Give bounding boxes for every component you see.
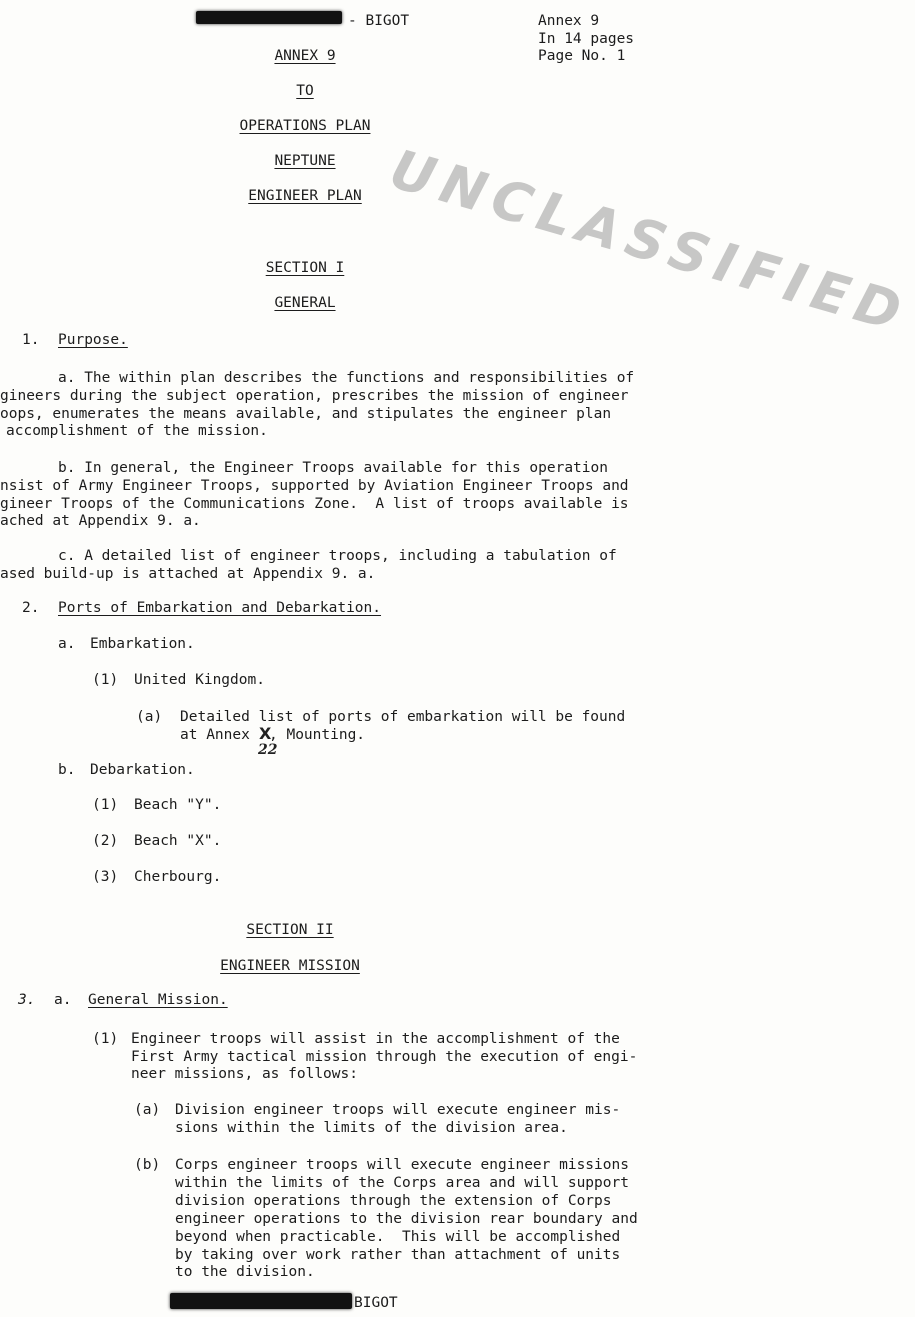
title-annex: ANNEX 9 [274, 48, 336, 64]
section-2-heading: SECTION II [246, 922, 334, 938]
para-3a1-label: (1) [92, 1031, 119, 1047]
classification-top: - BIGOT [348, 13, 410, 29]
para-2b-label: b. [58, 762, 76, 778]
classification-bottom: BIGOT [354, 1295, 398, 1311]
page-count: In 14 pages [538, 31, 635, 47]
title-engineer-plan: ENGINEER PLAN [248, 188, 362, 204]
redaction-bar-bottom [170, 1293, 352, 1309]
title-operations-plan: OPERATIONS PLAN [239, 118, 371, 134]
page-number: Page No. 1 [538, 48, 626, 64]
handwritten-annex-number: 22 [258, 742, 278, 758]
para-3a1b-label: (b) [134, 1157, 161, 1173]
title-neptune: NEPTUNE [274, 153, 336, 169]
para-2a1a-line2-post: , Mounting. [269, 727, 366, 743]
struck-annex-number: X [259, 724, 272, 743]
para-2b-title: Debarkation. [90, 762, 195, 778]
para-2a1a-line1: Detailed list of ports of embarkation will be found [180, 709, 626, 725]
para-3a-label: a. [54, 992, 72, 1008]
unclassified-stamp: UNCLASSIFIED [383, 137, 915, 346]
para-2a1a-label: (a) [136, 709, 163, 725]
para-2-title: Ports of Embarkation and Debarkation. [58, 600, 382, 616]
section-1-heading: SECTION I [265, 260, 345, 276]
section-2-subheading: ENGINEER MISSION [220, 958, 360, 974]
para-3a-title: General Mission. [88, 992, 228, 1008]
para-2a1a-line2-pre: at Annex [180, 727, 250, 743]
annex-reference: Annex 9 [538, 13, 600, 29]
para-3-number: 3. [18, 992, 36, 1008]
title-to: TO [296, 83, 314, 99]
redaction-bar-top [196, 11, 342, 24]
para-2a-label: a. [58, 636, 76, 652]
para-1-title: Purpose. [58, 332, 128, 348]
para-3a1a-label: (a) [134, 1102, 161, 1118]
section-1-subheading: GENERAL [274, 295, 336, 311]
para-2a1-text: United Kingdom. [134, 672, 265, 688]
para-2-number: 2. [22, 600, 40, 616]
para-2a1-label: (1) [92, 672, 119, 688]
para-1-number: 1. [22, 332, 40, 348]
para-2a-title: Embarkation. [90, 636, 195, 652]
